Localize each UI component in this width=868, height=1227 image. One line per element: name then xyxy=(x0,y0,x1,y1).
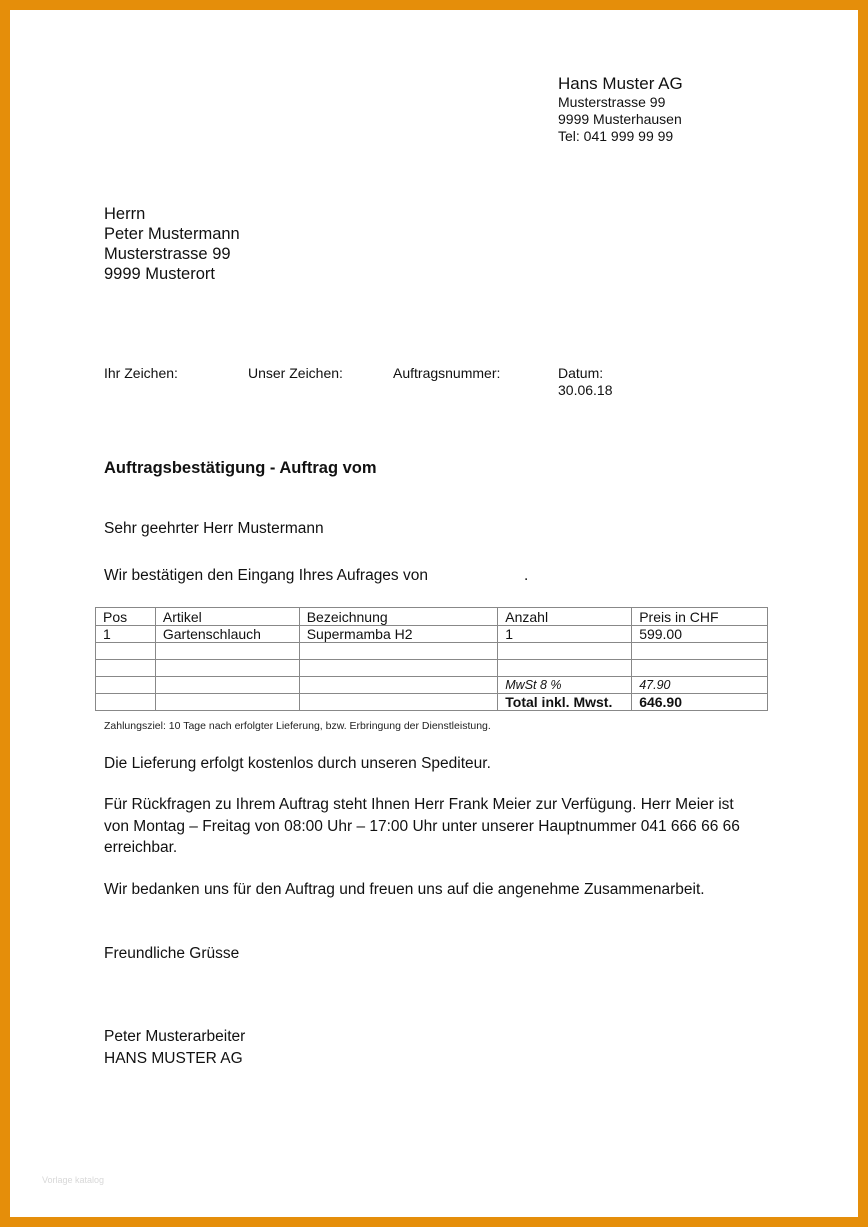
table-header: Anzahl xyxy=(498,608,632,626)
sender-city: 9999 Musterhausen xyxy=(558,111,682,127)
table-row-total xyxy=(96,694,768,711)
sender-address xyxy=(558,74,683,145)
signature-company: HANS MUSTER AG xyxy=(104,1049,243,1067)
recipient-address xyxy=(104,204,240,284)
table-row xyxy=(96,626,768,643)
letter-page xyxy=(10,10,858,1217)
sender-company: Hans Muster AG xyxy=(558,74,683,93)
mwst-value: 47.90 xyxy=(632,677,768,694)
recipient-city: 9999 Musterort xyxy=(104,265,215,283)
thanks-text: Wir bedanken uns für den Auftrag und freuen uns auf die angenehme Zusammenarbeit. xyxy=(104,881,705,898)
intro-text: Wir bestätigen den Eingang Ihres Aufrages von xyxy=(104,567,428,584)
ref-ihr-zeichen: Ihr Zeichen: xyxy=(104,365,178,381)
recipient-street: Musterstrasse 99 xyxy=(104,245,231,263)
table-cell: 599.00 xyxy=(632,626,768,643)
watermark: Vorlage katalog xyxy=(42,1175,105,1185)
table-header: Pos xyxy=(96,608,156,626)
signature-name: Peter Musterarbeiter xyxy=(104,1028,246,1045)
contact-paragraph xyxy=(104,794,740,859)
table-cell: 1 xyxy=(96,626,156,643)
closing-text: Freundliche Grüsse xyxy=(104,945,240,962)
table-row-empty xyxy=(96,660,768,677)
ref-auftragsnummer: Auftragsnummer: xyxy=(393,365,501,381)
ref-datum-label: Datum: xyxy=(558,365,604,381)
table-row-empty xyxy=(96,643,768,660)
table-cell: 1 xyxy=(498,626,632,643)
contact-line: erreichbar. xyxy=(104,839,178,856)
ref-datum-value: 30.06.18 xyxy=(558,382,613,398)
ref-unser-zeichen: Unser Zeichen: xyxy=(248,365,343,381)
table-header-row xyxy=(96,608,768,626)
table-header: Bezeichnung xyxy=(299,608,498,626)
intro-end: . xyxy=(524,567,529,584)
greeting: Sehr geehrter Herr Mustermann xyxy=(104,520,324,537)
contact-line: Für Rückfragen zu Ihrem Auftrag steht Ihnen Herr Frank Meier zur Verfügung. Herr Meier ist xyxy=(104,796,734,813)
total-value: 646.90 xyxy=(632,694,768,711)
sender-street: Musterstrasse 99 xyxy=(558,94,666,110)
contact-line: von Montag – Freitag von 08:00 Uhr – 17:00 Uhr unter unserer Hauptnummer 041 666 66 66 xyxy=(104,817,740,835)
total-label: Total inkl. Mwst. xyxy=(498,694,632,711)
mwst-label: MwSt 8 % xyxy=(498,677,632,694)
table-row-mwst xyxy=(96,677,768,694)
table-cell: Gartenschlauch xyxy=(155,626,299,643)
payment-terms: Zahlungsziel: 10 Tage nach erfolgter Lieferung, bzw. Erbringung der Dienstleistung. xyxy=(104,720,491,732)
signature xyxy=(104,1026,245,1069)
recipient-salutation: Herrn xyxy=(104,205,146,223)
delivery-text: Die Lieferung erfolgt kostenlos durch unseren Spediteur. xyxy=(104,755,491,772)
table-header: Artikel xyxy=(155,608,299,626)
table-cell: Supermamba H2 xyxy=(299,626,498,643)
table-header: Preis in CHF xyxy=(632,608,768,626)
recipient-name: Peter Mustermann xyxy=(104,225,240,243)
document-title: Auftragsbestätigung - Auftrag vom xyxy=(104,459,377,477)
order-table xyxy=(95,607,768,711)
sender-phone: Tel: 041 999 99 99 xyxy=(558,128,674,144)
ref-datum xyxy=(558,365,613,399)
